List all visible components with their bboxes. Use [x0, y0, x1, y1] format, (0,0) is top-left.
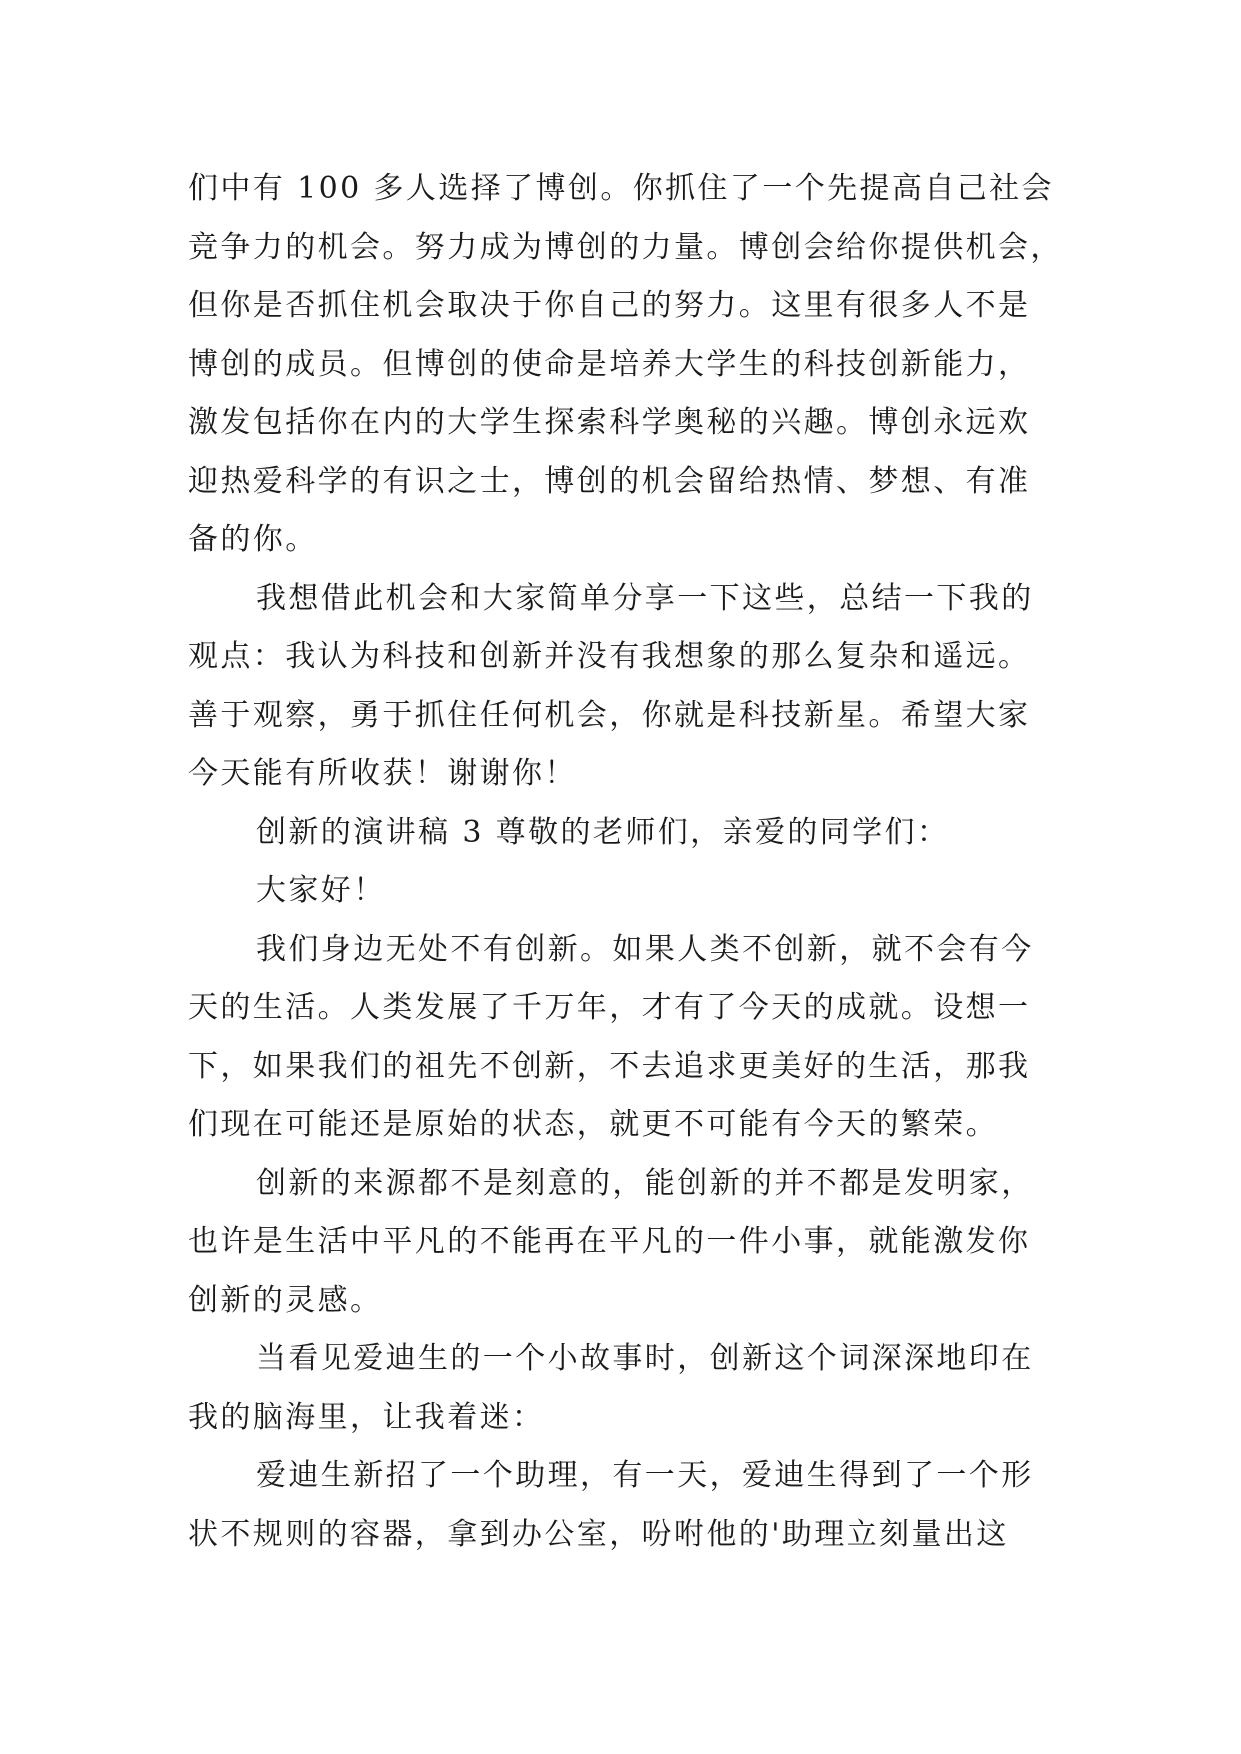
paragraph-start-line: 爱迪生新招了一个助理，有一天，爱迪生得到了一个形 [256, 1458, 1034, 1493]
paragraph-start-line: 当看见爱迪生的一个小故事时，创新这个词深深地印在 [256, 1341, 1034, 1376]
text-line: 们现在可能还是原始的状态，就更不可能有今天的繁荣。 [188, 1107, 998, 1142]
text-line: 天的生活。人类发展了千万年，才有了今天的成就。设想一 [188, 990, 1031, 1025]
text-line: 创新的灵感。 [188, 1282, 383, 1318]
text-line: 备的你。 [188, 522, 318, 557]
text-line: 激发包括你在内的大学生探索科学奥秘的兴趣。博创永远欢 [188, 405, 1031, 440]
text-line: 今天能有所收获！谢谢你！ [188, 756, 577, 791]
paragraph-start-line: 我想借此机会和大家简单分享一下这些，总结一下我的 [256, 580, 1034, 616]
greeting-line: 大家好！ [256, 873, 386, 908]
paragraph-start-line: 创新的来源都不是刻意的，能创新的并不都是发明家， [256, 1165, 1034, 1201]
text-line: 下，如果我们的祖先不创新，不去追求更美好的生活，那我 [188, 1048, 1031, 1084]
text-line: 状不规则的容器，拿到办公室，吩咐他的'助理立刻量出这 [188, 1516, 1009, 1552]
speech-title-line: 创新的演讲稿 3 尊敬的老师们，亲爱的同学们： [256, 814, 950, 850]
text-line: 们中有 100 多人选择了博创。你抓住了一个先提高自己社会 [188, 171, 1054, 206]
text-line: 但你是否抓住机会取决于你自己的努力。这里有很多人不是 [188, 288, 1031, 323]
text-line: 迎热爱科学的有识之士，博创的机会留给热情、梦想、有准 [188, 463, 1031, 499]
document-body [188, 160, 1063, 1564]
text-line: 观点：我认为科技和创新并没有我想象的那么复杂和遥远。 [188, 639, 1031, 674]
text-line: 竞争力的机会。努力成为博创的力量。博创会给你提供机会， [188, 229, 1063, 265]
text-line: 也许是生活中平凡的不能再在平凡的一件小事，就能激发你 [188, 1224, 1031, 1259]
text-line: 善于观察，勇于抓住任何机会，你就是科技新星。希望大家 [188, 697, 1031, 733]
text-line: 博创的成员。但博创的使命是培养大学生的科技创新能力， [188, 346, 1031, 382]
text-line: 我的脑海里，让我着迷： [188, 1399, 545, 1435]
paragraph-start-line: 我们身边无处不有创新。如果人类不创新，就不会有今 [256, 931, 1034, 967]
